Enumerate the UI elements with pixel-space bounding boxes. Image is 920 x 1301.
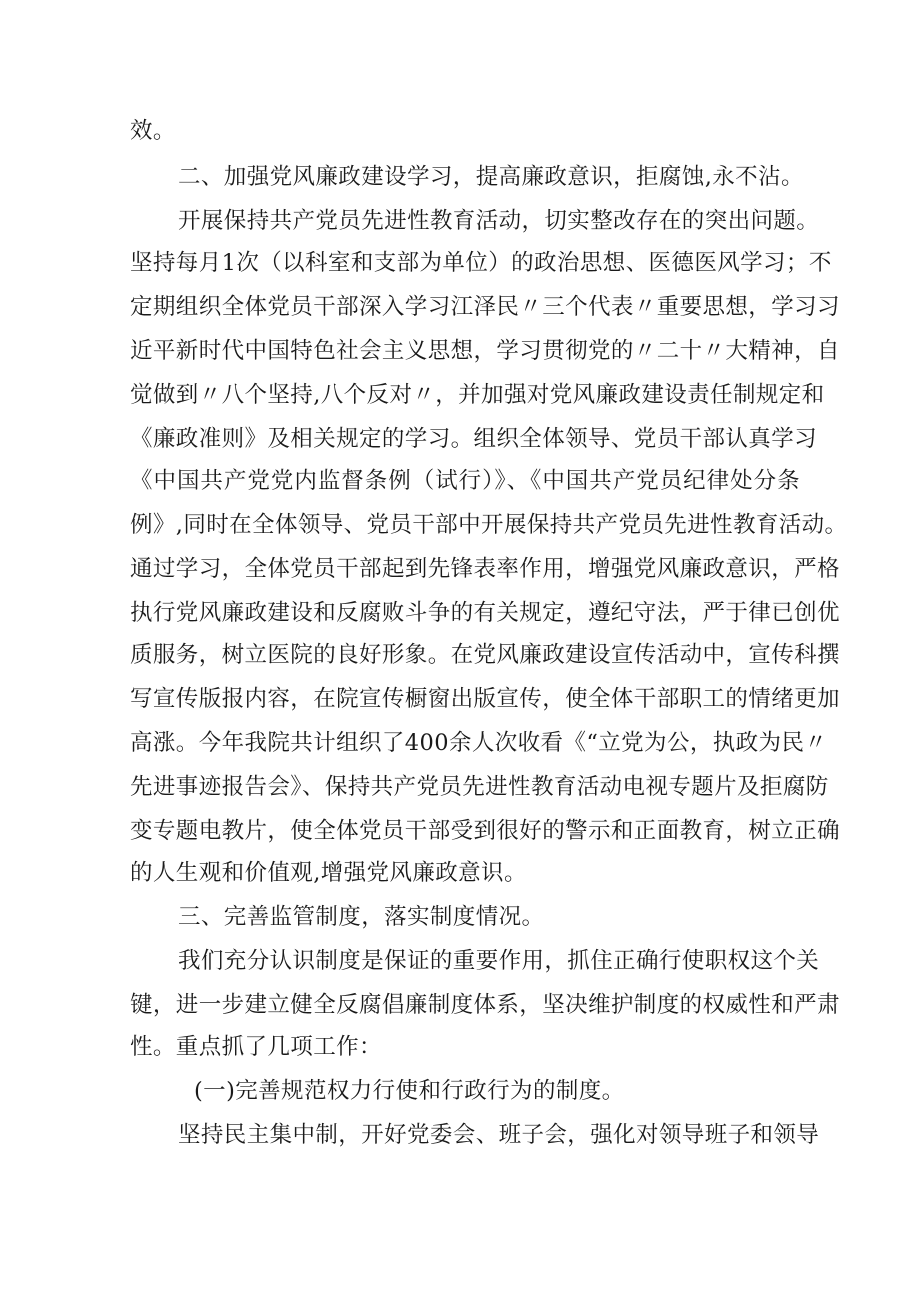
paragraph-line: 高涨。今年我院共计组织了400余人次收看《“立党为公，执政为民〃 [130,730,828,756]
paragraph-line: 觉做到〃八个坚持,八个反对〃，并加强对党风廉政建设责任制规定和 [130,382,825,408]
paragraph-line: 的人生观和价值观,增强党风廉政意识。 [130,860,527,886]
paragraph-line: 写宣传版报内容，在院宣传橱窗出版宣传，使全体干部职工的情绪更加 [130,686,840,712]
paragraph-line: 坚持每月1次（以科室和支部为单位）的政治思想、医德医风学习；不 [130,250,832,276]
paragraph-line: 效。 [130,118,176,144]
paragraph-line: 我们充分认识制度是保证的重要作用，抓住正确行使职权这个关 [178,948,820,974]
subsection-heading-1: (一)完善规范权力行使和行政行为的制度。 [194,1078,625,1104]
paragraph-line: 质服务，树立医院的良好形象。在党风廉政建设宣传活动中，宣传科撰 [130,642,840,668]
paragraph-line: 性。重点抓了几项工作： [130,1034,382,1060]
section-heading-2: 二、加强党风廉政建设学习，提高廉政意识，拒腐蚀,永不沾。 [178,164,804,190]
paragraph-line: 近平新时代中国特色社会主义思想，学习贯彻党的〃二十〃大精神，自 [130,338,840,364]
paragraph-line: 《廉政准则》及相关规定的学习。组织全体领导、党员干部认真学习 [130,426,818,452]
paragraph-line: 《中国共产党党内监督条例（试行）》、《中国共产党员纪律处分条 [130,468,800,494]
paragraph-line: 定期组织全体党员干部深入学习江泽民〃三个代表〃重要思想，学习习 [130,294,840,320]
paragraph-line: 坚持民主集中制，开好党委会、班子会，强化对领导班子和领导 [178,1122,820,1148]
paragraph-line: 例》,同时在全体领导、党员干部中开展保持共产党员先进性教育活动。 [130,512,848,538]
paragraph-line: 变专题电教片，使全体党员干部受到很好的警示和正面教育，树立正确 [130,818,840,844]
paragraph-line: 键，进一步建立健全反腐倡廉制度体系，坚决维护制度的权威性和严肃 [130,992,840,1018]
section-heading-3: 三、完善监管制度，落实制度情况。 [178,904,545,930]
paragraph-line: 先进事迹报告会》、保持共产党员先进性教育活动电视专题片及拒腐防 [130,774,829,800]
paragraph-line: 通过学习，全体党员干部起到先锋表率作用，增强党风廉政意识，严格 [130,556,840,582]
paragraph-line: 开展保持共产党员先进性教育活动，切实整改存在的突出问题。 [178,208,820,234]
paragraph-line: 执行党风廉政建设和反腐败斗争的有关规定，遵纪守法，严于律已创优 [130,600,840,626]
